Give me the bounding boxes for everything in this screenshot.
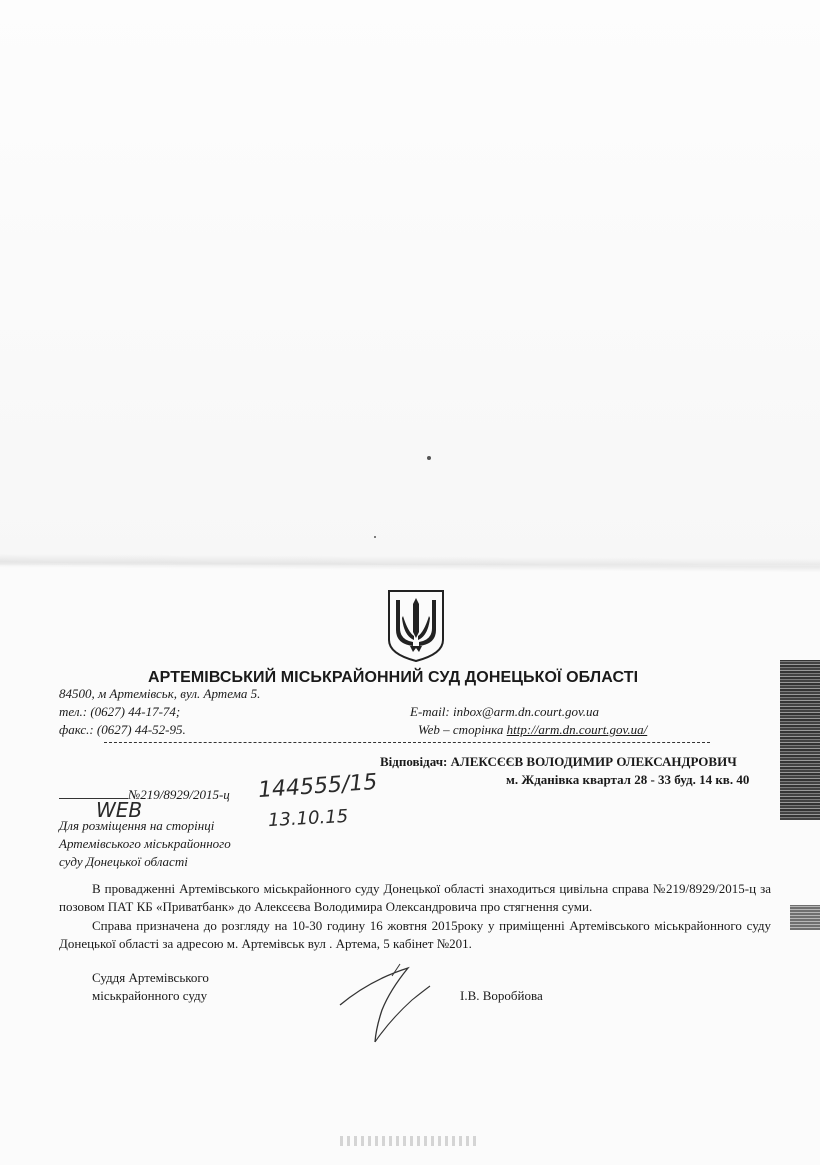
web-line — [418, 722, 647, 738]
court-phone: тел.: (0627) 44-17-74; — [59, 704, 181, 719]
judge-title-line1: Суддя Артемівського — [92, 970, 209, 985]
paper-speck — [374, 536, 376, 538]
court-address: 84500, м Артемівськ, вул. Артема 5. — [59, 686, 261, 701]
email-line — [410, 704, 599, 720]
court-fax: факс.: (0627) 44-52-95. — [59, 722, 186, 737]
handwritten-date: 13.10.15 — [267, 805, 349, 832]
case-number: №219/8929/2015-ц — [128, 787, 230, 802]
scan-artifact — [780, 660, 820, 820]
body-paragraph-1: В провадженні Артемівського міськрайонного суду Донецької області знаходиться цивільна справа №219/8929/2015-ц за позовом ПАТ КБ «Приватбанк» до Алексєєва Володимира Олександровича про стягнення суми. — [59, 881, 771, 914]
placement-note-line3: суду Донецької області — [59, 854, 188, 869]
judge-name: І.В. Воробйова — [460, 988, 543, 1003]
scan-artifact — [790, 905, 820, 930]
placement-note-line1: Для розміщення на сторінці — [59, 818, 215, 833]
respondent-name: АЛЕКСЄЄВ ВОЛОДИМИР ОЛЕКСАНДРОВИЧ — [450, 754, 737, 769]
scan-artifact — [340, 1136, 480, 1146]
respondent-label: Відповідач: — [380, 754, 448, 769]
handwritten-web-mark: WEB — [96, 798, 143, 822]
placement-note-line2: Артемівського міськрайонного — [59, 836, 231, 851]
email-address[interactable]: inbox@arm.dn.court.gov.ua — [452, 704, 600, 719]
paper-speck — [427, 456, 431, 460]
handwritten-registration-number: 144555/15 — [257, 769, 379, 804]
court-name-heading: АРТЕМІВСЬКИЙ МІСЬКРАЙОННИЙ СУД ДОНЕЦЬКОЇ ОБЛАСТІ — [148, 669, 639, 686]
web-link[interactable]: http://arm.dn.court.gov.ua/ — [506, 722, 648, 737]
web-label: Web – сторінка — [418, 722, 504, 737]
respondent-line — [380, 754, 737, 770]
judge-signature-icon — [330, 950, 440, 1050]
body-paragraph-2: Справа призначена до розгляду на 10-30 годину 16 жовтня 2015року у приміщенні Артемівського міськрайонного суду Донецької області за адресою м. Артемівськ вул . Артема, 5 кабінет №201. — [59, 918, 771, 951]
blank-upper-sheet — [0, 0, 820, 565]
email-label: E-mail: — [410, 704, 450, 719]
header-divider — [104, 742, 710, 743]
respondent-address: м. Жданівка квартал 28 - 33 буд. 14 кв. 40 — [506, 772, 750, 787]
judge-title-line2: міськрайонного суду — [92, 988, 208, 1003]
coat-of-arms-icon — [386, 588, 446, 664]
